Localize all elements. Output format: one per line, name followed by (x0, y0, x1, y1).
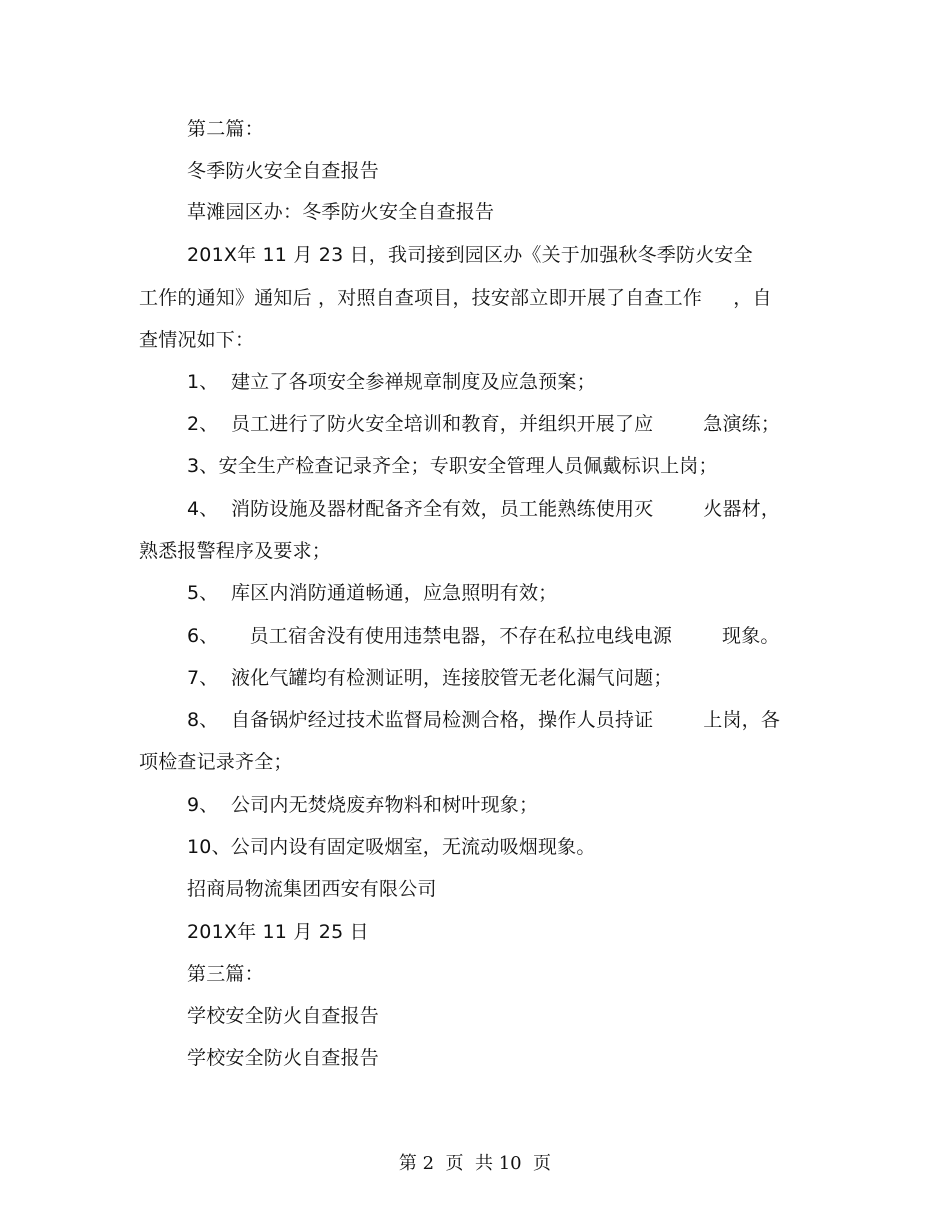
list-item: 4、 消防设施及器材配备齐全有效，员工能熟练使用灭 火器材， (187, 498, 781, 520)
report-title: 学校安全防火自查报告 (187, 1047, 380, 1069)
report-title: 冬季防火安全自查报告 (187, 160, 380, 182)
list-item: 3、安全生产检查记录齐全；专职安全管理人员佩戴标识上岗； (187, 455, 718, 477)
report-title: 学校安全防火自查报告 (187, 1005, 380, 1027)
page-footer: 第 2 页 共 10 页 (398, 1153, 552, 1174)
signature-date: 201X年 11 月 25 日 (187, 921, 369, 943)
list-item: 9、 公司内无焚烧废弃物料和树叶现象； (187, 794, 539, 816)
paragraph-line: 工作的通知》通知后 ，对照自查项目，技安部立即开展了自查工作 ，自 (139, 287, 772, 309)
list-item: 1、 建立了各项安全参禅规章制度及应急预案； (187, 371, 596, 393)
list-item: 8、 自备锅炉经过技术监督局检测合格，操作人员持证 上岗，各 (187, 709, 781, 731)
section-heading-3: 第三篇： (187, 963, 264, 985)
paragraph-line: 201X年 11 月 23 日，我司接到园区办《关于加强秋冬季防火安全 (187, 244, 753, 266)
signature-company: 招商局物流集团西安有限公司 (187, 878, 437, 900)
paragraph-line: 查情况如下： (139, 329, 255, 351)
list-item-continuation: 项检查记录齐全； (139, 751, 293, 773)
section-heading-2: 第二篇： (187, 118, 264, 140)
list-item: 2、 员工进行了防火安全培训和教育，并组织开展了应 急演练； (187, 413, 781, 435)
report-addressee: 草滩园区办：冬季防火安全自查报告 (187, 201, 495, 223)
list-item-continuation: 熟悉报警程序及要求； (139, 540, 332, 562)
list-item: 7、 液化气罐均有检测证明，连接胶管无老化漏气问题； (187, 667, 673, 689)
list-item: 6、 员工宿舍没有使用违禁电器，不存在私拉电线电源 现象。 (187, 625, 780, 647)
list-item: 5、 库区内消防通道畅通，应急照明有效； (187, 582, 558, 604)
list-item: 10、公司内设有固定吸烟室，无流动吸烟现象。 (187, 836, 596, 858)
